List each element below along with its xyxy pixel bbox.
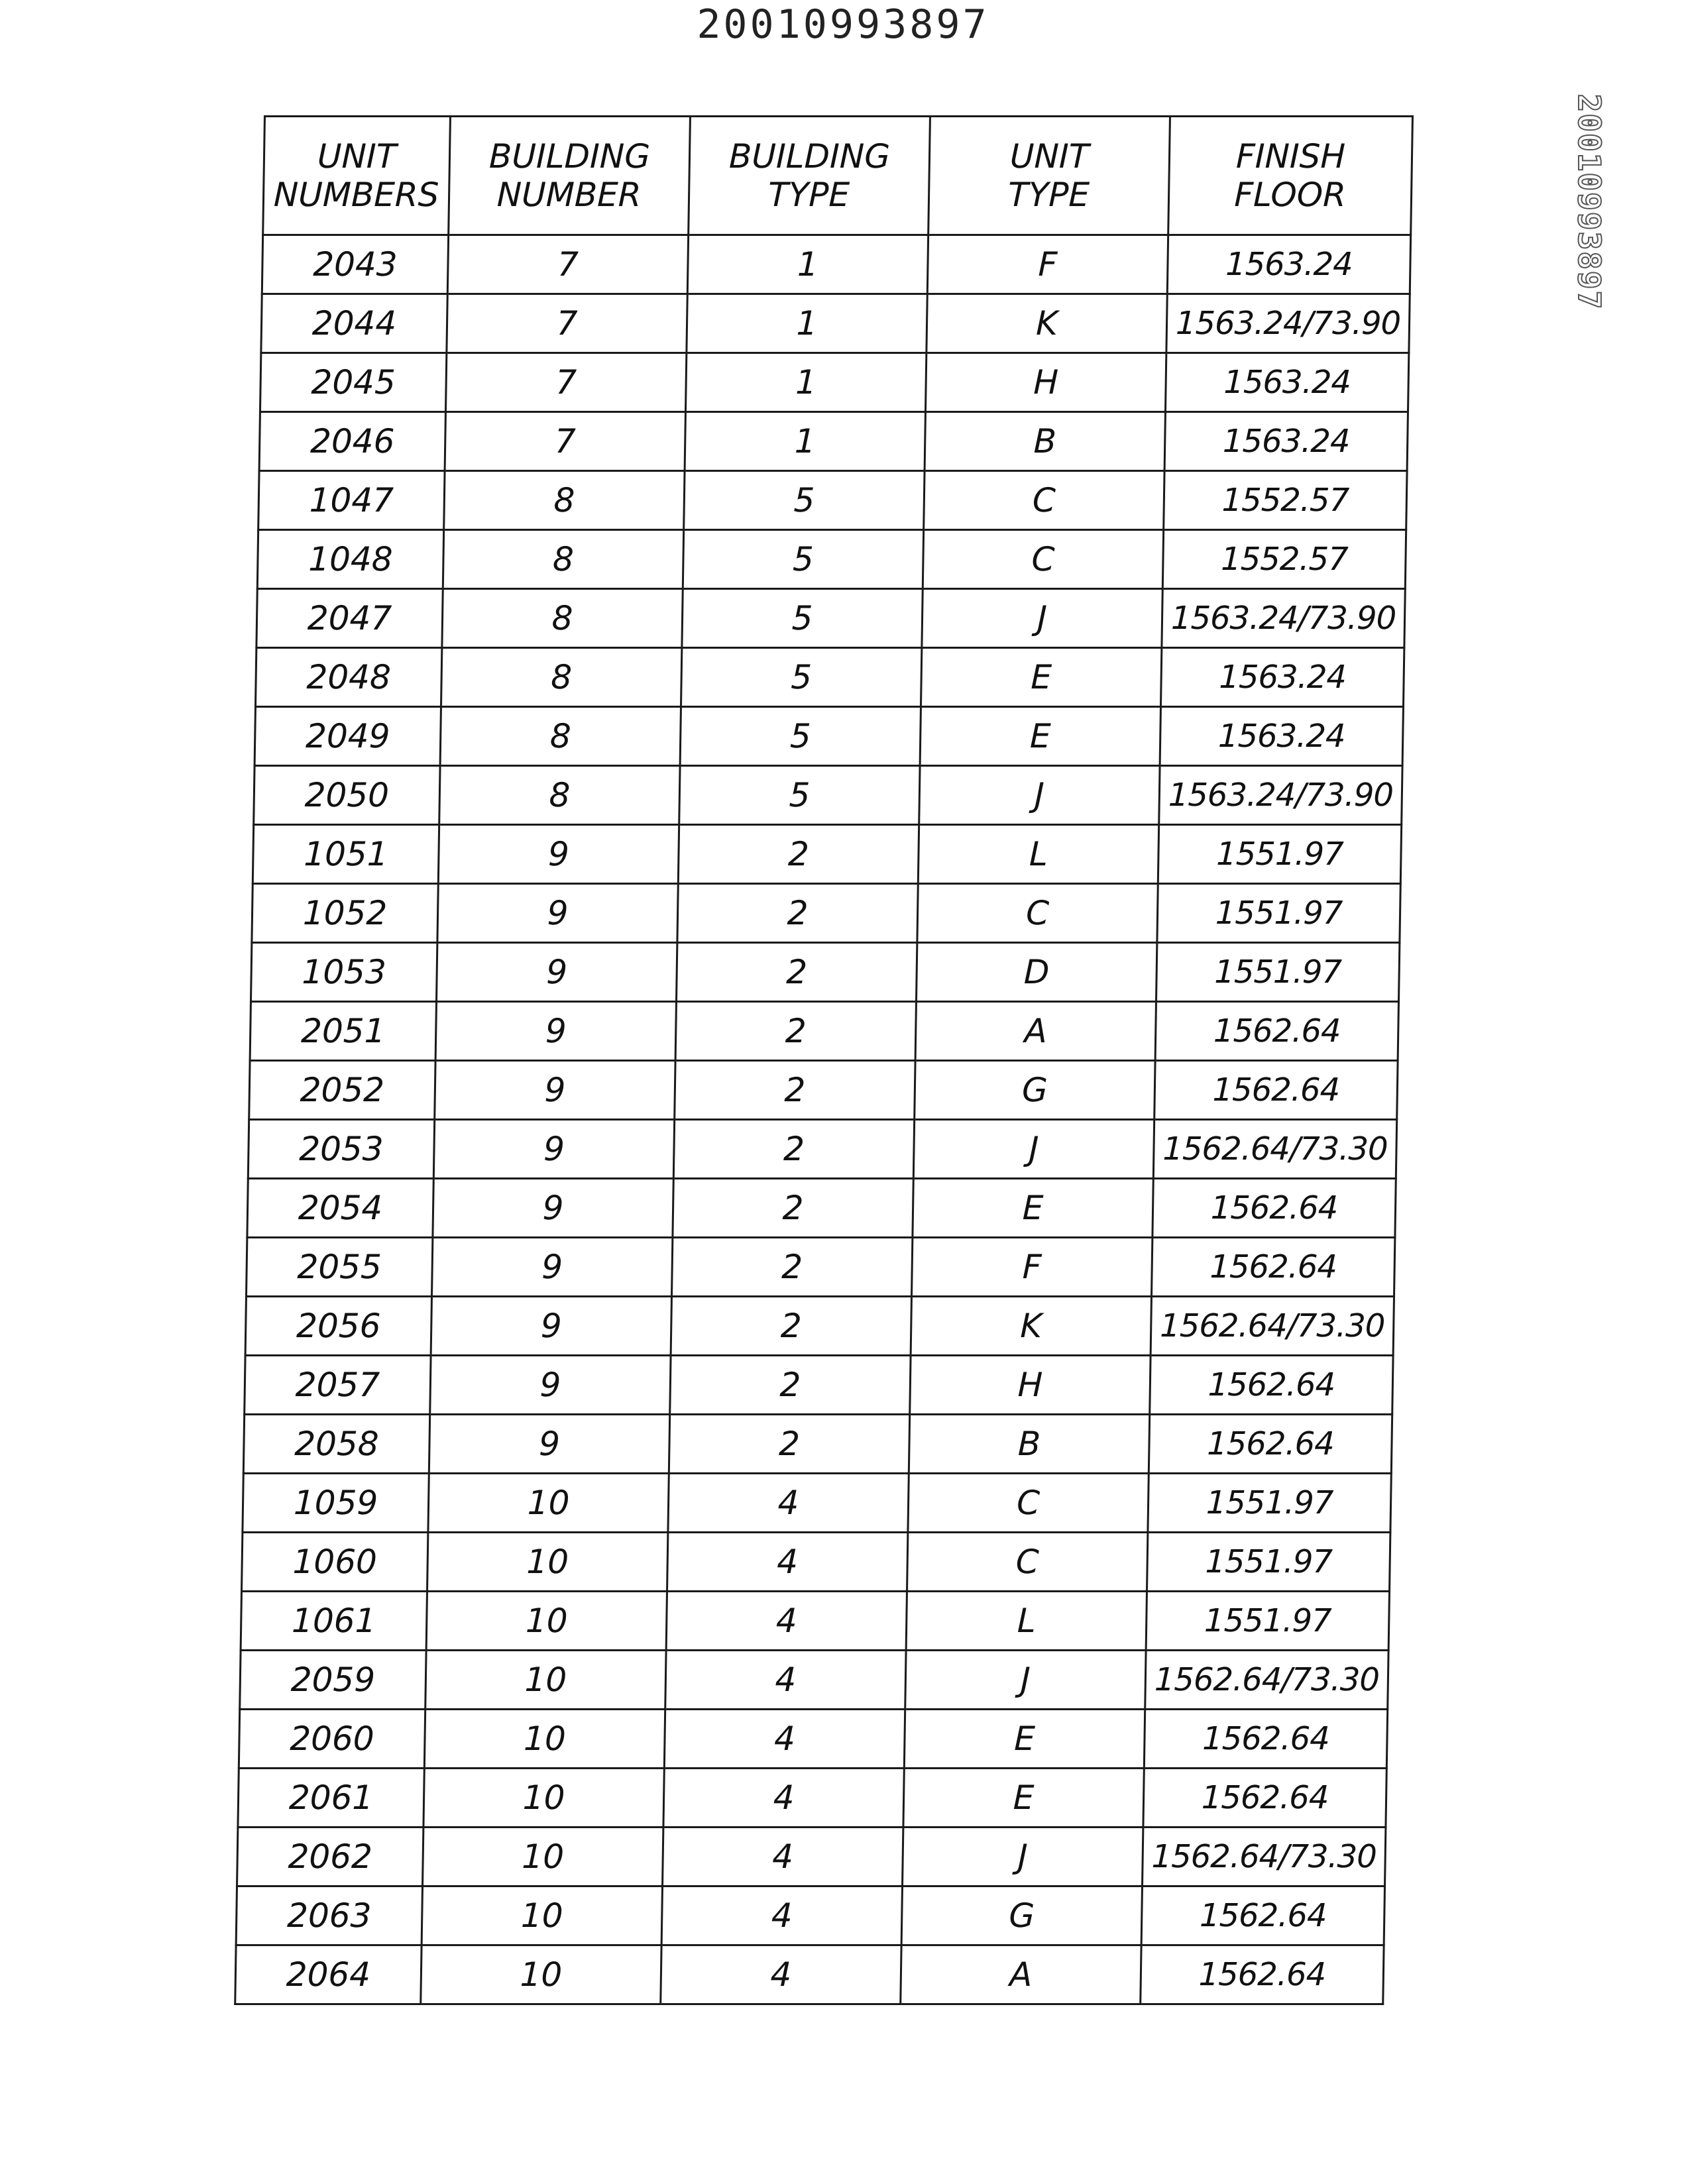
unit-type-cell: J [903, 1828, 1143, 1886]
table-row [260, 353, 1408, 412]
table-row [254, 707, 1403, 766]
unit-type-cell: J [905, 1651, 1146, 1710]
building-type-cell: 2 [677, 884, 918, 943]
building-number-cell: 9 [433, 1120, 674, 1179]
unit-number-cell: 1048 [257, 530, 443, 589]
finish-floor-cell: 1562.64 [1141, 1886, 1384, 1945]
unit-number-cell: 2045 [260, 353, 446, 412]
unit-type-cell: C [917, 884, 1158, 943]
unit-number-cell: 2058 [243, 1415, 429, 1474]
building-number-cell: 10 [426, 1592, 667, 1651]
header-building-type [689, 117, 930, 235]
table-row [250, 1002, 1398, 1061]
finish-floor-cell: 1551.97 [1147, 1533, 1390, 1592]
finish-floor-cell: 1563.24/73.90 [1159, 766, 1402, 825]
building-number-cell: 9 [433, 1179, 673, 1238]
table-row [257, 530, 1406, 589]
table-row [241, 1592, 1389, 1651]
finish-floor-cell: 1552.57 [1162, 530, 1406, 589]
finish-floor-cell: 1562.64/73.30 [1151, 1297, 1394, 1356]
unit-table [234, 115, 1414, 2005]
table-row [243, 1415, 1392, 1474]
unit-type-cell: H [925, 353, 1166, 412]
unit-type-cell: J [913, 1120, 1154, 1179]
building-number-cell: 7 [447, 294, 687, 353]
finish-floor-cell: 1562.64 [1149, 1415, 1392, 1474]
unit-schedule [234, 115, 1412, 2005]
building-number-cell: 9 [435, 1002, 676, 1061]
building-type-cell: 2 [673, 1120, 914, 1179]
unit-number-cell: 2055 [246, 1238, 432, 1297]
building-number-cell: 9 [430, 1356, 671, 1415]
table-row [239, 1710, 1387, 1769]
unit-number-cell: 2059 [240, 1651, 426, 1710]
unit-type-cell: K [911, 1297, 1151, 1356]
header-unit-type [928, 117, 1170, 235]
table-row [253, 825, 1401, 884]
building-type-cell: 2 [669, 1415, 909, 1474]
building-type-cell: 2 [671, 1297, 911, 1356]
building-type-cell: 4 [664, 1710, 905, 1769]
unit-number-cell: 2061 [238, 1769, 424, 1828]
unit-number-cell: 2062 [237, 1828, 423, 1886]
building-type-cell: 1 [685, 412, 925, 471]
building-number-cell: 8 [444, 471, 685, 530]
finish-floor-cell: 1562.64 [1150, 1356, 1393, 1415]
unit-type-cell: E [920, 707, 1160, 766]
finish-floor-cell: 1562.64/73.30 [1153, 1120, 1396, 1179]
building-number-cell: 7 [447, 235, 688, 294]
table-row [243, 1474, 1391, 1533]
unit-number-cell: 2053 [248, 1120, 434, 1179]
building-type-cell: 2 [671, 1238, 912, 1297]
unit-number-cell: 1051 [253, 825, 439, 884]
unit-type-cell: J [922, 589, 1162, 648]
header-line-2: TYPE [767, 176, 850, 214]
table-row [245, 1356, 1393, 1415]
building-number-cell: 9 [437, 884, 678, 943]
building-type-cell: 5 [680, 707, 921, 766]
unit-number-cell: 1053 [251, 943, 437, 1002]
unit-type-cell: C [923, 530, 1163, 589]
unit-number-cell: 1052 [252, 884, 438, 943]
header-finish-floor [1168, 117, 1413, 235]
finish-floor-cell: 1551.97 [1158, 825, 1401, 884]
table-row [261, 294, 1410, 353]
building-type-cell: 4 [667, 1533, 908, 1592]
table-row [238, 1769, 1386, 1828]
finish-floor-cell: 1563.24 [1164, 412, 1408, 471]
table-row [248, 1120, 1396, 1179]
unit-number-cell: 2063 [236, 1886, 422, 1945]
unit-number-cell: 1059 [243, 1474, 429, 1533]
finish-floor-cell: 1551.97 [1146, 1592, 1389, 1651]
building-number-cell: 8 [442, 589, 683, 648]
finish-floor-cell: 1552.57 [1164, 471, 1407, 530]
building-number-cell: 9 [436, 943, 677, 1002]
table-row [245, 1297, 1394, 1356]
unit-number-cell: 2060 [239, 1710, 425, 1769]
header-line-1: FINISH [1235, 137, 1346, 176]
unit-type-cell: C [907, 1533, 1148, 1592]
finish-floor-cell: 1563.24 [1160, 648, 1404, 707]
table-row [262, 235, 1410, 294]
unit-type-cell: A [901, 1945, 1141, 2004]
building-number-cell: 8 [440, 707, 681, 766]
building-type-cell: 4 [661, 1945, 901, 2004]
building-number-cell: 8 [441, 648, 681, 707]
finish-floor-cell: 1562.64 [1152, 1179, 1396, 1238]
unit-type-cell: F [911, 1238, 1152, 1297]
building-type-cell: 2 [670, 1356, 911, 1415]
unit-number-cell: 2047 [256, 589, 443, 648]
building-number-cell: 10 [422, 1886, 662, 1945]
table-row [247, 1179, 1396, 1238]
side-stamp-text: 20010993897 [1571, 93, 1607, 311]
header-line-2: FLOOR [1233, 176, 1347, 214]
building-type-cell: 1 [687, 294, 927, 353]
building-type-cell: 4 [668, 1474, 909, 1533]
finish-floor-cell: 1562.64/73.30 [1143, 1828, 1386, 1886]
header-line-2: NUMBERS [273, 176, 439, 214]
building-number-cell: 9 [429, 1415, 669, 1474]
unit-number-cell: 2048 [255, 648, 441, 707]
building-type-cell: 5 [682, 589, 923, 648]
table-row [237, 1828, 1386, 1886]
header-line-1: BUILDING [728, 137, 891, 176]
table-row [259, 412, 1408, 471]
unit-type-cell: E [913, 1179, 1153, 1238]
finish-floor-cell: 1563.24/73.90 [1162, 589, 1405, 648]
unit-number-cell: 2064 [235, 1945, 422, 2004]
building-type-cell: 2 [675, 1002, 916, 1061]
unit-number-cell: 2043 [262, 235, 448, 294]
unit-type-cell: L [918, 825, 1158, 884]
unit-type-cell: K [927, 294, 1167, 353]
unit-type-cell: B [909, 1415, 1149, 1474]
finish-floor-cell: 1551.97 [1148, 1474, 1391, 1533]
building-number-cell: 8 [443, 530, 683, 589]
header-row [263, 117, 1413, 235]
building-type-cell: 2 [675, 1061, 915, 1120]
building-number-cell: 10 [424, 1710, 665, 1769]
finish-floor-cell: 1562.64/73.30 [1145, 1651, 1388, 1710]
unit-number-cell: 1061 [241, 1592, 427, 1651]
unit-type-cell: E [921, 648, 1161, 707]
building-type-cell: 4 [665, 1651, 906, 1710]
unit-type-cell: C [924, 471, 1164, 530]
building-number-cell: 9 [435, 1061, 675, 1120]
unit-type-cell: D [916, 943, 1156, 1002]
unit-type-cell: B [925, 412, 1165, 471]
table-row [252, 884, 1400, 943]
finish-floor-cell: 1551.97 [1156, 943, 1399, 1002]
side-stamp [1563, 93, 1616, 311]
table-row [249, 1061, 1398, 1120]
building-number-cell: 10 [423, 1828, 663, 1886]
unit-number-cell: 2050 [254, 766, 440, 825]
unit-type-cell: J [919, 766, 1160, 825]
finish-floor-cell: 1562.64 [1155, 1002, 1398, 1061]
building-number-cell: 10 [425, 1651, 666, 1710]
building-type-cell: 4 [663, 1828, 903, 1886]
header-line-1: BUILDING [488, 137, 651, 176]
finish-floor-cell: 1562.64 [1143, 1769, 1386, 1828]
unit-number-cell: 2046 [259, 412, 445, 471]
building-type-cell: 2 [678, 825, 919, 884]
unit-type-cell: E [904, 1710, 1145, 1769]
building-type-cell: 5 [679, 766, 920, 825]
table-body [235, 235, 1411, 2004]
unit-number-cell: 1047 [258, 471, 445, 530]
finish-floor-cell: 1563.24 [1165, 353, 1408, 412]
building-type-cell: 4 [666, 1592, 907, 1651]
table-header [263, 117, 1413, 235]
building-number-cell: 9 [431, 1238, 672, 1297]
building-type-cell: 2 [673, 1179, 913, 1238]
unit-number-cell: 2049 [254, 707, 441, 766]
document-number: 20010993897 [697, 1, 989, 48]
finish-floor-cell: 1563.24 [1167, 235, 1410, 294]
finish-floor-cell: 1563.24/73.90 [1166, 294, 1410, 353]
unit-number-cell: 2057 [245, 1356, 431, 1415]
unit-type-cell: F [927, 235, 1168, 294]
table-row [258, 471, 1407, 530]
unit-type-cell: H [910, 1356, 1151, 1415]
unit-type-cell: G [901, 1886, 1142, 1945]
unit-number-cell: 1060 [242, 1533, 428, 1592]
finish-floor-cell: 1562.64 [1151, 1238, 1394, 1297]
unit-type-cell: E [903, 1769, 1144, 1828]
header-unit-numbers [263, 117, 451, 235]
finish-floor-cell: 1551.97 [1157, 884, 1400, 943]
building-type-cell: 5 [683, 530, 923, 589]
table-row [251, 943, 1399, 1002]
table-row [256, 589, 1405, 648]
building-type-cell: 5 [681, 648, 921, 707]
building-type-cell: 4 [663, 1769, 904, 1828]
building-number-cell: 10 [428, 1474, 669, 1533]
building-number-cell: 7 [445, 412, 685, 471]
unit-number-cell: 2044 [261, 294, 447, 353]
building-type-cell: 5 [684, 471, 925, 530]
table-row [240, 1651, 1388, 1710]
building-number-cell: 10 [421, 1945, 661, 2004]
unit-type-cell: C [908, 1474, 1149, 1533]
building-type-cell: 1 [685, 353, 926, 412]
building-number-cell: 9 [438, 825, 679, 884]
finish-floor-cell: 1562.64 [1144, 1710, 1387, 1769]
building-number-cell: 8 [439, 766, 680, 825]
table-row [236, 1886, 1384, 1945]
table-row [254, 766, 1402, 825]
finish-floor-cell: 1562.64 [1154, 1061, 1398, 1120]
building-number-cell: 10 [427, 1533, 668, 1592]
building-number-cell: 9 [431, 1297, 671, 1356]
building-number-cell: 7 [445, 353, 686, 412]
building-type-cell: 2 [676, 943, 917, 1002]
header-line-1: UNIT [317, 137, 397, 176]
table-row [242, 1533, 1390, 1592]
finish-floor-cell: 1563.24 [1160, 707, 1403, 766]
unit-number-cell: 2056 [245, 1297, 431, 1356]
unit-type-cell: L [906, 1592, 1147, 1651]
table-row [235, 1945, 1384, 2004]
header-building-number [449, 117, 691, 235]
building-type-cell: 4 [661, 1886, 902, 1945]
unit-type-cell: G [915, 1061, 1155, 1120]
finish-floor-cell: 1562.64 [1141, 1945, 1384, 2004]
unit-number-cell: 2051 [250, 1002, 436, 1061]
table-row [246, 1238, 1394, 1297]
table-row [255, 648, 1404, 707]
building-number-cell: 10 [423, 1769, 664, 1828]
unit-number-cell: 2054 [247, 1179, 433, 1238]
header-line-2: NUMBER [496, 176, 642, 214]
header-line-1: UNIT [1009, 137, 1090, 176]
unit-type-cell: A [915, 1002, 1156, 1061]
unit-number-cell: 2052 [249, 1061, 435, 1120]
building-type-cell: 1 [687, 235, 928, 294]
header-line-2: TYPE [1007, 176, 1090, 214]
